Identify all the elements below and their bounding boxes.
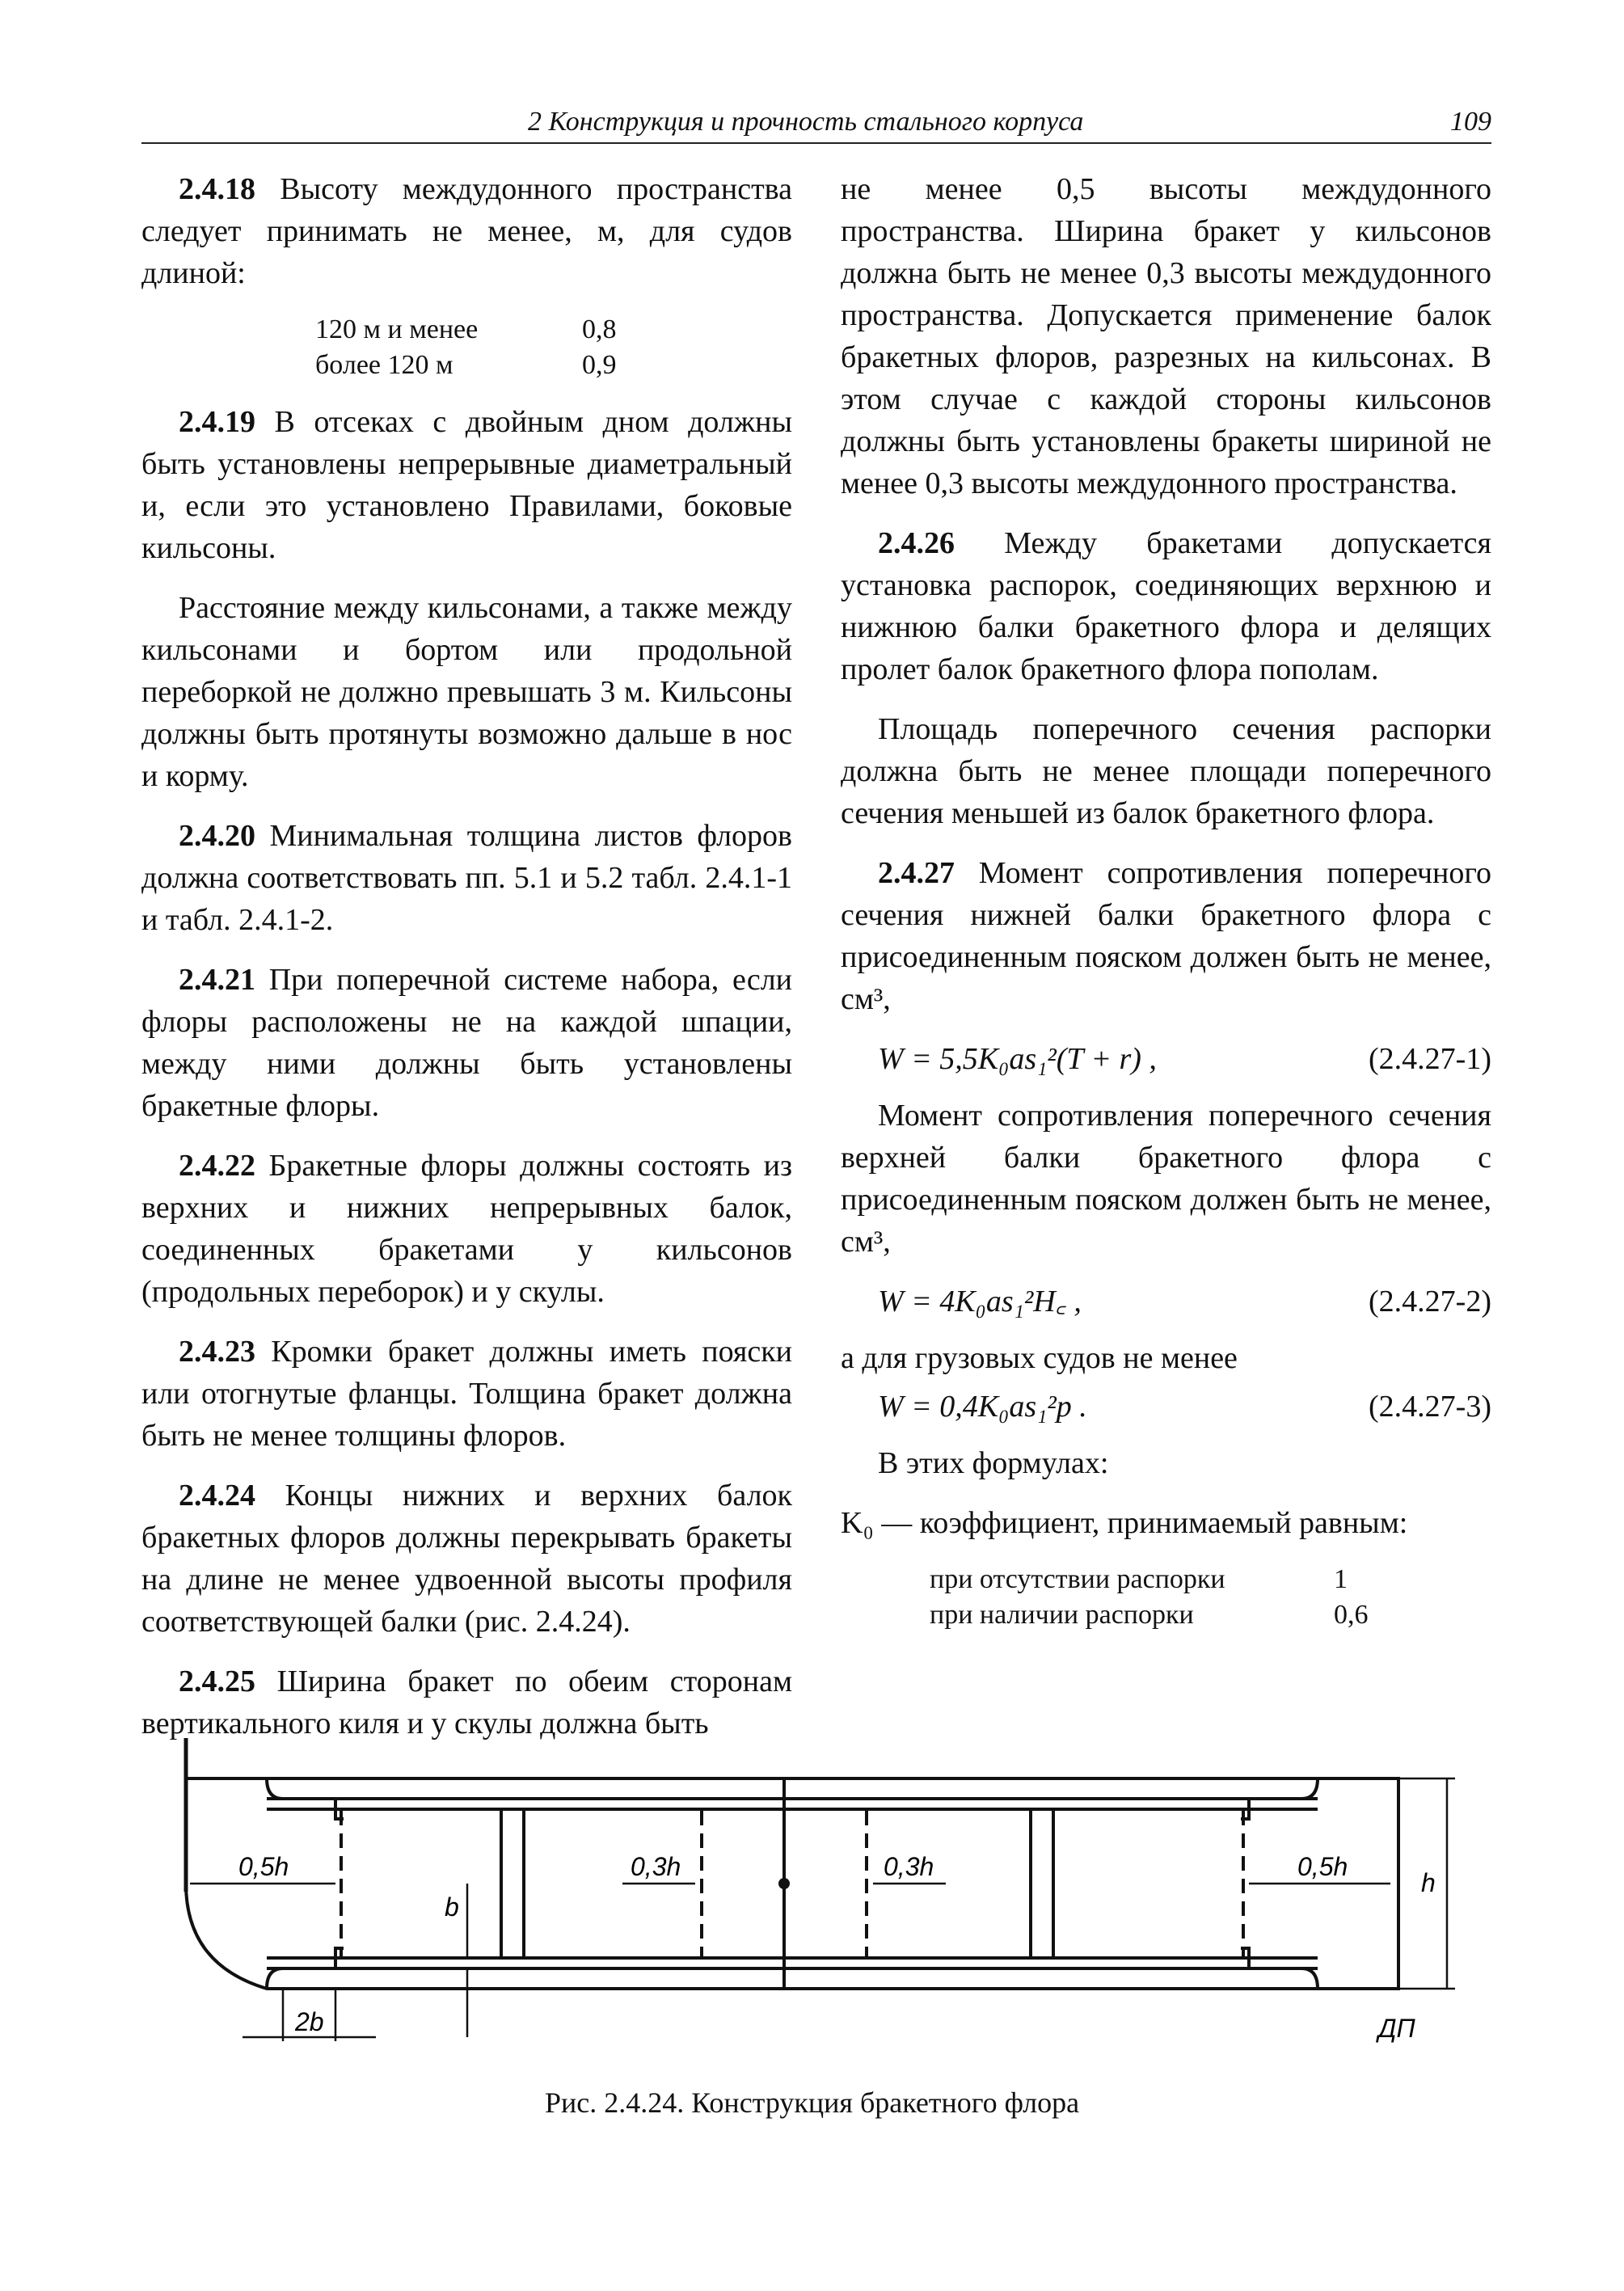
label-b: b [445, 1892, 459, 1922]
bracket-top-left [267, 1778, 344, 1819]
formula-2-4-27-2: W = 4K₀as₁²H꜀ , (2.4.27-2) [878, 1285, 1491, 1318]
para-2-4-25: 2.4.25 Ширина бракет по обеим сторонам вертикального киля и у скулы должна быть [141, 1664, 792, 1740]
para-2-4-26: 2.4.26 Между бракетами допускается установка распорок, соединяющих верхнюю и нижнюю балки бракетного флора и делящих пролет балок бракетного флора пополам. [841, 526, 1491, 686]
para-2-4-20: 2.4.20 Минимальная толщина листов флоров должна соответствовать пп. 5.1 и 5.2 табл. 2.4.1-1 и табл. 2.4.1-2. [141, 819, 792, 937]
label-0-5h-left: 0,5h [238, 1852, 289, 1881]
right-column [841, 168, 1491, 1651]
page-number: 109 [1450, 107, 1491, 137]
para-2-4-27-b: Момент сопротивления поперечного сечения верхней балки бракетного флора с присоединенным пояском должен быть не менее, см³, [841, 1099, 1491, 1259]
label-h: h [1421, 1868, 1436, 1897]
para-2-4-21: 2.4.21 При поперечной системе набора, если флоры расположены не на каждой шпации, между ними должны быть установлены бракетные флоры. [141, 963, 792, 1123]
bracket-floor-figure [162, 1722, 1487, 2102]
formula-2-4-27-3: W = 0,4K₀as₁²p . (2.4.27-3) [878, 1390, 1491, 1424]
para-2-4-24: 2.4.24 Концы нижних и верхних балок бракетных флоров должны перекрывать бракеты на длине не менее удвоенной высоты профиля соответствующей балки (рис. 2.4.24). [141, 1479, 792, 1639]
where-label: В этих формулах: [878, 1446, 1109, 1480]
para-2-4-19-b: Расстояние между кильсонами, а также между кильсонами и бортом или продольной переборкой не должно превышать 3 м. Кильсоны должны быть протянуты возможно дальше в нос и корму. [141, 591, 792, 793]
running-header-title: 2 Конструкция и прочность стального корпуса [528, 107, 1084, 137]
table-row: более 120 м 0,9 [315, 350, 617, 380]
table-row: 120 м и менее 0,8 [315, 314, 617, 344]
center-point [778, 1878, 790, 1889]
label-0-3h-left: 0,3h [631, 1852, 681, 1881]
label-2b: 2b [295, 2007, 324, 2036]
para-2-4-27-c: а для грузовых судов не менее [841, 1341, 1238, 1375]
table-row: при отсутствии распорки 1 [930, 1564, 1348, 1594]
bracket-bottom-left [267, 1948, 344, 1989]
strut-left [501, 1809, 524, 1958]
label-0-5h-right: 0,5h [1297, 1852, 1348, 1881]
bracket-bottom-right [1241, 1948, 1318, 1989]
para-2-4-23: 2.4.23 Кромки бракет должны иметь пояски или отогнутые фланцы. Толщина бракет должна быть не менее толщины флоров. [141, 1335, 792, 1453]
para-2-4-22: 2.4.22 Бракетные флоры должны состоять из верхних и нижних непрерывных балок, соединенных бракетами у кильсонов (продольных переборок) и у скулы. [141, 1149, 792, 1309]
figure-caption: Рис. 2.4.24. Конструкция бракетного флора [544, 2086, 1080, 2119]
para-2-4-25-cont: не менее 0,5 высоты междудонного пространства. Ширина бракет у кильсонов должна быть не менее 0,3 высоты междудонного пространства. Допускается применение балок бракетных флоров, разрезных на кильсонах. В этом случае с каждой стороны кильсонов должны быть установлены бракеты шириной не менее 0,3 высоты междудонного пространства. [841, 172, 1491, 500]
strut-right [1031, 1809, 1053, 1958]
formula-2-4-27-1: W = 5,5K₀as₁²(T + r) , (2.4.27-1) [878, 1042, 1491, 1076]
para-2-4-19: 2.4.19 В отсеках с двойным дном должны быть установлены непрерывные диаметральный и, если это установлено Правилами, боковые кильсоны. [141, 405, 792, 565]
label-dp: ДП [1378, 2014, 1415, 2043]
label-0-3h-right: 0,3h [884, 1852, 934, 1881]
height-table [141, 312, 792, 383]
k0-definition: K₀ — коэффициент, принимаемый равным: [841, 1506, 1408, 1540]
hull-outline [186, 1738, 1398, 1989]
para-2-4-18: 2.4.18 Высоту междудонного пространства следует принимать не менее, м, для судов длиной: [141, 172, 792, 290]
left-column [141, 168, 792, 1762]
running-header [141, 103, 1491, 144]
para-2-4-27: 2.4.27 Момент сопротивления поперечного сечения нижней балки бракетного флора с присоединенным пояском должен быть не менее, см³, [841, 856, 1491, 1016]
para-2-4-26-b: Площадь поперечного сечения распорки должна быть не менее площади поперечного сечения меньшей из балок бракетного флора. [841, 712, 1491, 830]
table-row: при наличии распорки 0,6 [930, 1600, 1369, 1630]
k0-table [841, 1562, 1491, 1633]
bracket-top-right [1241, 1778, 1318, 1819]
